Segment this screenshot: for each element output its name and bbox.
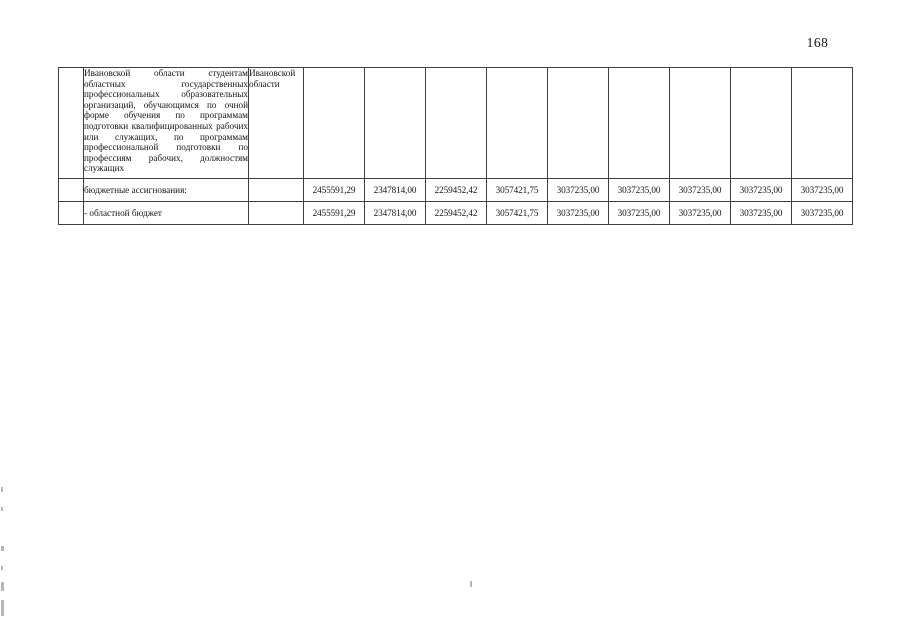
value-cell: 3037235,00 bbox=[609, 179, 670, 202]
scan-speck bbox=[1, 600, 4, 616]
value-cell: 3057421,75 bbox=[487, 179, 548, 202]
value-cell: 3037235,00 bbox=[792, 202, 853, 225]
value-cell: 3037235,00 bbox=[548, 179, 609, 202]
description-line: областных государственных bbox=[84, 78, 248, 89]
empty-cell bbox=[731, 68, 792, 179]
table-row-description bbox=[59, 68, 853, 179]
page-number: 168 bbox=[806, 35, 829, 50]
program-description-cell bbox=[84, 68, 249, 179]
value-cell: 2347814,00 bbox=[365, 202, 426, 225]
row-label: бюджетные ассигнования: bbox=[84, 179, 249, 202]
empty-cell bbox=[426, 68, 487, 179]
empty-cell bbox=[670, 68, 731, 179]
table-row-budget-allocations bbox=[59, 179, 853, 202]
value-cell: 3037235,00 bbox=[792, 179, 853, 202]
value-cell: 2259452,42 bbox=[426, 202, 487, 225]
description-line: Ивановской области студентам bbox=[84, 68, 248, 78]
value-cell: 3037235,00 bbox=[731, 179, 792, 202]
empty-cell bbox=[249, 179, 304, 202]
description-line: или служащих, по программам bbox=[84, 131, 248, 142]
scan-speck bbox=[1, 566, 3, 570]
row-label: - областной бюджет bbox=[84, 202, 249, 225]
empty-cell bbox=[304, 68, 365, 179]
description-line: подготовки квалифицированных рабочих bbox=[84, 120, 248, 131]
description-line: организаций, обучающимся по очной bbox=[84, 99, 248, 110]
empty-cell bbox=[59, 68, 84, 179]
value-cell: 3037235,00 bbox=[670, 179, 731, 202]
scan-speck bbox=[1, 487, 3, 492]
value-cell: 3057421,75 bbox=[487, 202, 548, 225]
scan-speck bbox=[1, 546, 4, 551]
description-line: профессиональной подготовки по bbox=[84, 142, 248, 153]
value-cell: 2455591,29 bbox=[304, 202, 365, 225]
description-line: форме обучения по программам bbox=[84, 110, 248, 121]
description-line: служащих bbox=[84, 163, 125, 174]
description-line: профессиональных образовательных bbox=[84, 89, 248, 100]
empty-cell bbox=[792, 68, 853, 179]
empty-cell bbox=[548, 68, 609, 179]
empty-cell bbox=[59, 179, 84, 202]
empty-cell bbox=[487, 68, 548, 179]
description-line: профессиям рабочих, должностям bbox=[84, 152, 248, 163]
scan-speck bbox=[470, 581, 472, 587]
value-cell: 2347814,00 bbox=[365, 179, 426, 202]
table-row-regional-budget bbox=[59, 202, 853, 225]
empty-cell bbox=[609, 68, 670, 179]
value-cell: 3037235,00 bbox=[670, 202, 731, 225]
empty-cell bbox=[365, 68, 426, 179]
empty-cell bbox=[249, 202, 304, 225]
empty-cell bbox=[59, 202, 84, 225]
value-cell: 2259452,42 bbox=[426, 179, 487, 202]
scan-speck bbox=[1, 507, 3, 511]
value-cell: 3037235,00 bbox=[548, 202, 609, 225]
budget-table bbox=[58, 67, 853, 225]
value-cell: 3037235,00 bbox=[731, 202, 792, 225]
scan-speck bbox=[1, 582, 4, 591]
region-cell: Ивановской области bbox=[249, 68, 304, 179]
value-cell: 3037235,00 bbox=[609, 202, 670, 225]
value-cell: 2455591,29 bbox=[304, 179, 365, 202]
